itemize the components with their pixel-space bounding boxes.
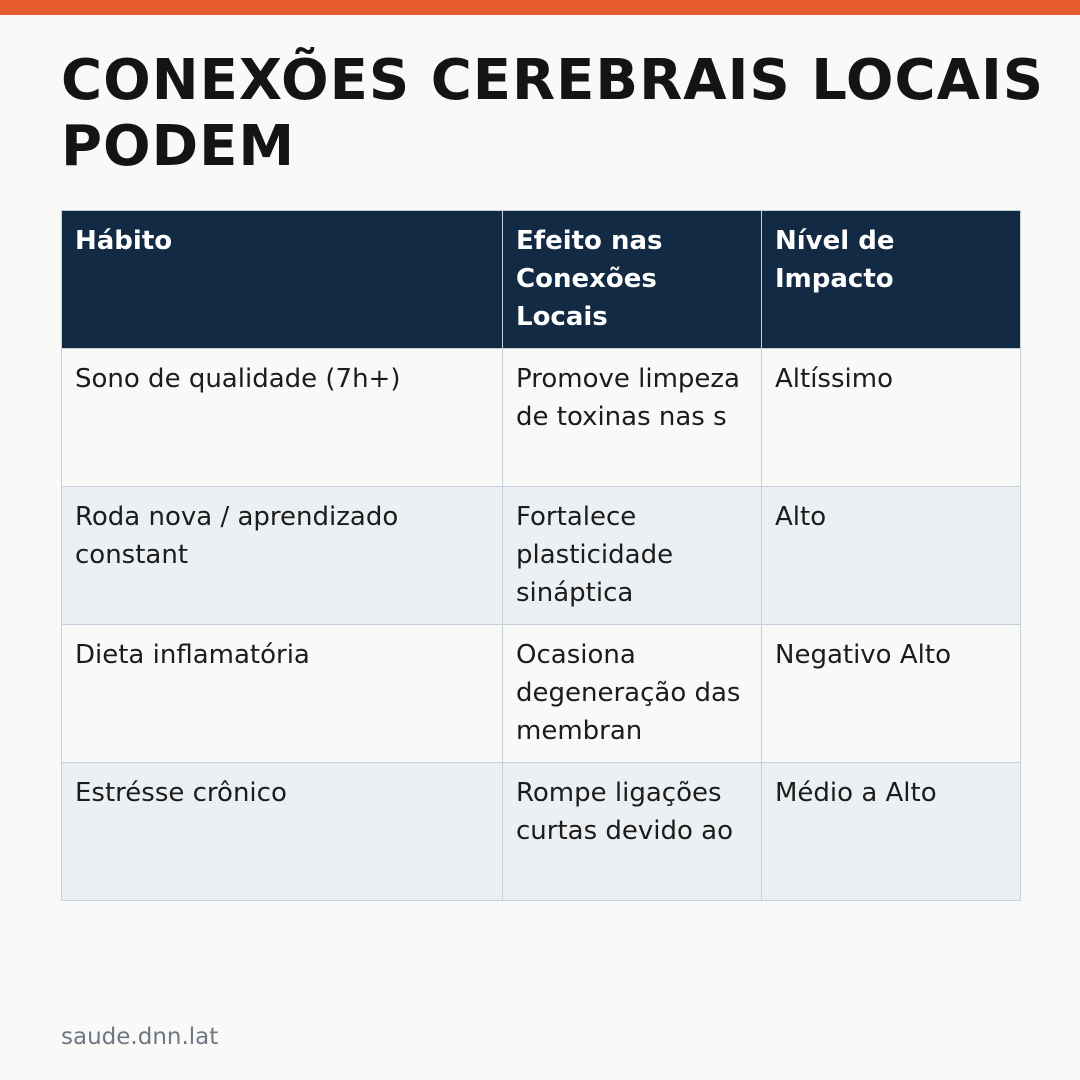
top-accent-bar	[0, 0, 1080, 15]
table-row	[62, 763, 1021, 901]
table-row	[62, 349, 1021, 487]
habits-table	[61, 210, 1021, 901]
cell-nivel: Médio a Alto	[762, 763, 1021, 901]
table-row	[62, 625, 1021, 763]
column-header-efeito: Efeito nas Conexões Locais	[503, 211, 762, 349]
cell-efeito: Promove limpeza de toxinas nas s	[503, 349, 762, 487]
cell-habito: Estrésse crônico	[62, 763, 503, 901]
cell-habito: Dieta inflamatória	[62, 625, 503, 763]
cell-nivel: Altíssimo	[762, 349, 1021, 487]
column-header-nivel: Nível de Impacto	[762, 211, 1021, 349]
cell-nivel: Negativo Alto	[762, 625, 1021, 763]
page-title: CONEXÕES CEREBRAIS LOCAIS PODEM	[61, 48, 1045, 179]
cell-efeito: Fortalece plasticidade sináptica	[503, 487, 762, 625]
cell-habito: Roda nova / aprendizado constant	[62, 487, 503, 625]
cell-nivel: Alto	[762, 487, 1021, 625]
cell-habito: Sono de qualidade (7h+)	[62, 349, 503, 487]
column-header-habito: Hábito	[62, 211, 503, 349]
cell-efeito: Rompe ligações curtas devido ao	[503, 763, 762, 901]
footer-source-link: saude.dnn.lat	[61, 1024, 219, 1050]
table-row	[62, 487, 1021, 625]
cell-efeito: Ocasiona degeneração das membran	[503, 625, 762, 763]
table-header-row	[62, 211, 1021, 349]
